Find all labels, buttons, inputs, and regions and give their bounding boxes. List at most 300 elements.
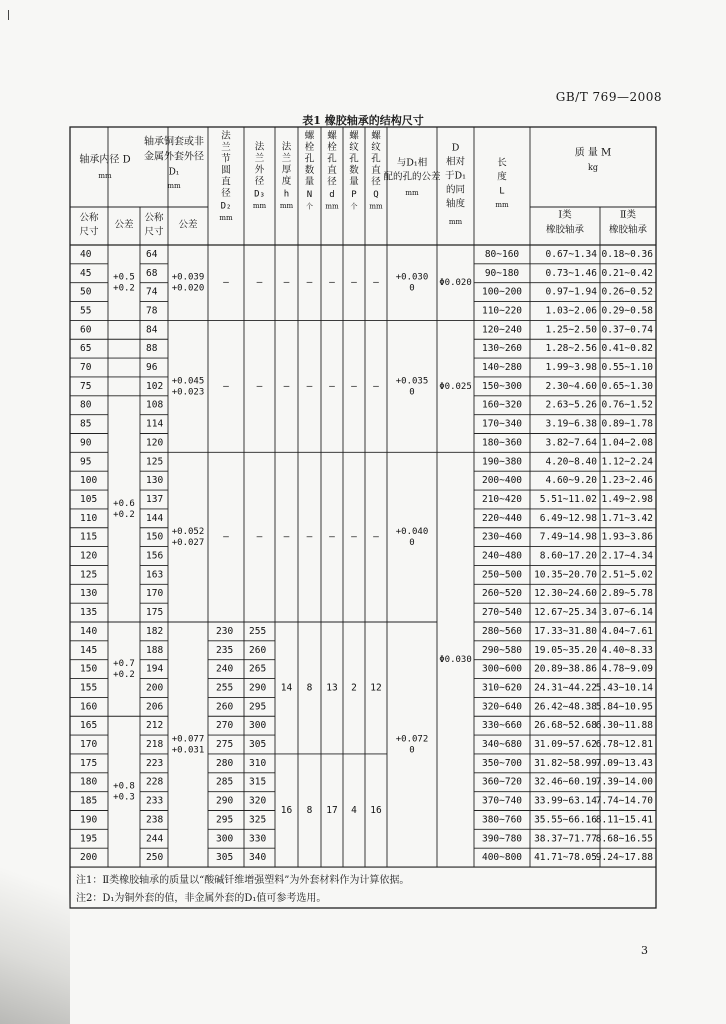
cell-thread-dia: 16 bbox=[370, 805, 382, 816]
cell-flange-od: 265 bbox=[249, 663, 267, 675]
cell-length: 260~520 bbox=[481, 588, 523, 600]
header-thread_qty-unit: 个 bbox=[350, 202, 358, 211]
cell-mass-type1: 24.31~44.22 bbox=[534, 682, 597, 694]
cell-mass-type2: 0.21~0.42 bbox=[601, 267, 653, 279]
cell-length: 370~740 bbox=[481, 795, 523, 807]
header-flange_thk: 法 bbox=[281, 141, 292, 153]
header-thread_dia: 螺 bbox=[371, 130, 381, 142]
header-bolt_dia: 孔 bbox=[327, 153, 337, 165]
header-thread_qty: 螺 bbox=[349, 130, 359, 142]
cell-bore: 115 bbox=[80, 531, 98, 543]
cell-flange-pitch: 305 bbox=[216, 852, 234, 864]
cell-mass-type2: 6.78~12.81 bbox=[595, 739, 653, 751]
cell-not-applicable: — bbox=[223, 531, 229, 543]
cell-mass-type2: 0.41~0.82 bbox=[601, 343, 653, 355]
cell-thread-qty: 4 bbox=[351, 805, 357, 816]
cell-mass-type2: 0.89~1.78 bbox=[601, 418, 653, 430]
cell-bore: 45 bbox=[80, 267, 92, 279]
cell-not-applicable: — bbox=[351, 380, 357, 392]
cell-mass-type1: 38.37~71.77 bbox=[534, 833, 597, 845]
cell-shell-od: 84 bbox=[146, 324, 158, 336]
cell-mass-type2: 1.04~2.08 bbox=[601, 437, 653, 449]
cell-shell-od: 238 bbox=[146, 814, 164, 826]
cell-length: 150~300 bbox=[481, 380, 523, 392]
cell-bore: 105 bbox=[80, 493, 98, 505]
cell-coaxiality: Φ0.020 bbox=[439, 278, 472, 289]
cell-shell-od: 156 bbox=[146, 550, 164, 562]
cell-length: 280~560 bbox=[481, 625, 523, 637]
cell-bore: 125 bbox=[80, 569, 98, 581]
cell-mass-type2: 0.76~1.52 bbox=[601, 399, 653, 411]
cell-bore: 60 bbox=[80, 324, 92, 336]
header-flange_thk: 度 bbox=[281, 176, 292, 187]
cell-bolt-qty: 8 bbox=[306, 682, 313, 694]
cell-mass-type1: 5.51~11.02 bbox=[539, 493, 597, 505]
header-coax: 于D₁ bbox=[445, 170, 466, 182]
header-mass: 质 量 M bbox=[574, 147, 612, 159]
cell-fit-tolerance: 0 bbox=[409, 387, 415, 398]
cell-flange-pitch: 235 bbox=[216, 644, 234, 656]
cell-shell-od: 102 bbox=[146, 380, 164, 392]
cell-flange-od: 320 bbox=[249, 795, 267, 807]
cell-mass-type1: 17.33~31.80 bbox=[534, 625, 597, 637]
cell-mass-type2: 2.51~5.02 bbox=[601, 569, 653, 581]
cell-shell-od: 88 bbox=[146, 343, 158, 355]
header-bore: 轴承内径 D bbox=[79, 154, 131, 166]
cell-length: 110~220 bbox=[481, 305, 523, 317]
cell-bolt-dia: 17 bbox=[326, 805, 338, 816]
header-flange_pitch: 直 bbox=[221, 176, 231, 188]
cell-flange-pitch: 270 bbox=[216, 720, 234, 732]
cell-flange-pitch: 280 bbox=[216, 757, 234, 769]
header-bolt_qty-symbol: N bbox=[306, 190, 313, 200]
header-thread_dia-unit: mm bbox=[369, 202, 383, 211]
cell-bore: 95 bbox=[80, 456, 92, 468]
header-type2: 橡胶轴承 bbox=[608, 224, 648, 236]
table-caption: 表1 橡胶轴承的结构尺寸 bbox=[302, 114, 424, 127]
header-flange_pitch: 节 bbox=[221, 153, 231, 165]
header-bolt_qty: 栓 bbox=[304, 142, 315, 153]
cell-not-applicable: — bbox=[373, 277, 379, 289]
cell-shell-od: 194 bbox=[146, 663, 164, 675]
cell-mass-type2: 1.23~2.46 bbox=[601, 475, 653, 487]
cell-shell-od: 68 bbox=[146, 267, 158, 279]
cell-mass-type1: 1.25~2.50 bbox=[545, 324, 597, 336]
header-length-symbol: L bbox=[499, 186, 505, 197]
cell-not-applicable: — bbox=[329, 531, 335, 543]
cell-mass-type2: 0.65~1.30 bbox=[601, 380, 653, 392]
cell-shell-od: 96 bbox=[146, 362, 158, 374]
cell-bore: 155 bbox=[80, 682, 98, 694]
cell-mass-type1: 26.42~48.38 bbox=[534, 701, 597, 713]
cell-not-applicable: — bbox=[306, 277, 313, 289]
cell-shell-od: 64 bbox=[146, 248, 158, 260]
cell-length: 380~760 bbox=[481, 814, 523, 826]
cell-shell-od: 130 bbox=[146, 475, 164, 487]
cell-shell-tolerance: +0.031 bbox=[171, 745, 205, 756]
cell-shell-od: 114 bbox=[146, 418, 164, 430]
header-bolt_dia-unit: mm bbox=[325, 202, 339, 211]
cell-mass-type1: 12.67~25.34 bbox=[534, 607, 597, 619]
cell-bore-tolerance: +0.8 bbox=[113, 781, 135, 792]
cell-flange-thickness: 16 bbox=[280, 805, 293, 816]
cell-flange-pitch: 295 bbox=[216, 814, 234, 826]
cell-bore-tolerance: +0.2 bbox=[113, 509, 135, 520]
cell-fit-tolerance: 0 bbox=[409, 538, 415, 549]
cell-flange-pitch: 290 bbox=[216, 795, 234, 807]
cell-mass-type2: 0.29~0.58 bbox=[601, 305, 653, 317]
cell-thread-qty: 2 bbox=[351, 682, 357, 694]
cell-shell-tolerance: +0.020 bbox=[171, 283, 205, 294]
cell-shell-od: 150 bbox=[146, 531, 164, 543]
cell-flange-od: 315 bbox=[249, 776, 267, 788]
cell-shell-tolerance: +0.045 bbox=[171, 376, 205, 387]
cell-shell-od: 223 bbox=[146, 757, 164, 769]
cell-mass-type2: 4.78~9.09 bbox=[601, 663, 653, 675]
header-tolerance: 公差 bbox=[114, 219, 134, 231]
header-thread_qty: 数 bbox=[349, 165, 359, 176]
cell-shell-od: 163 bbox=[146, 569, 164, 581]
cell-mass-type1: 31.82~58.99 bbox=[534, 757, 597, 769]
cell-flange-pitch: 230 bbox=[216, 625, 234, 637]
header-shell-unit: mm bbox=[167, 182, 181, 190]
cell-shell-od: 78 bbox=[146, 305, 158, 317]
cell-mass-type1: 0.67~1.34 bbox=[545, 248, 597, 260]
cell-length: 250~500 bbox=[481, 569, 523, 581]
cell-bore: 170 bbox=[80, 739, 98, 751]
cell-shell-od: 175 bbox=[146, 607, 164, 619]
cell-bore-tolerance: +0.3 bbox=[113, 792, 135, 803]
cell-not-applicable: — bbox=[283, 277, 290, 289]
header-thread_qty-symbol: P bbox=[351, 190, 357, 200]
cell-mass-type2: 7.39~14.00 bbox=[595, 776, 653, 788]
header-coax: 的同 bbox=[445, 184, 466, 196]
header-flange_pitch: 法 bbox=[221, 130, 231, 142]
header-flange_thk: 厚 bbox=[281, 164, 292, 176]
cell-shell-od: 108 bbox=[146, 399, 164, 411]
header-thread_dia: 径 bbox=[371, 176, 381, 188]
header-shell: 轴承铜套或非 bbox=[144, 136, 204, 148]
cell-flange-od: 295 bbox=[249, 701, 267, 713]
cell-coaxiality: Φ0.025 bbox=[439, 381, 472, 392]
cell-not-applicable: — bbox=[223, 277, 229, 289]
cell-flange-od: 305 bbox=[249, 739, 267, 751]
cell-coaxiality: Φ0.030 bbox=[439, 655, 472, 666]
cell-not-applicable: — bbox=[223, 380, 229, 392]
header-shell: 金属外套外径 bbox=[144, 151, 204, 163]
cell-shell-od: 206 bbox=[146, 701, 164, 713]
cell-length: 160~320 bbox=[481, 399, 523, 411]
cell-bore: 40 bbox=[80, 248, 92, 260]
header-thread_qty: 纹 bbox=[349, 142, 359, 153]
header-flange_thk-symbol: h bbox=[283, 189, 290, 200]
cell-mass-type1: 19.05~35.20 bbox=[534, 644, 597, 656]
header-flange_pitch-symbol: D₂ bbox=[220, 201, 232, 212]
header-thread_dia: 孔 bbox=[371, 153, 381, 165]
cell-mass-type1: 20.89~38.86 bbox=[534, 663, 597, 675]
cell-length: 290~580 bbox=[481, 644, 523, 656]
cell-mass-type1: 12.30~24.60 bbox=[534, 588, 597, 600]
cell-flange-od: 310 bbox=[249, 757, 267, 769]
header-bolt_dia: 栓 bbox=[327, 142, 337, 153]
header-bolt_dia: 直 bbox=[327, 165, 337, 176]
header-fit: 与D₁相 bbox=[396, 157, 428, 169]
cell-bore: 120 bbox=[80, 550, 98, 562]
cell-not-applicable: — bbox=[351, 531, 357, 543]
cell-bore: 140 bbox=[80, 625, 98, 637]
cell-shell-od: 233 bbox=[146, 795, 164, 807]
cell-mass-type2: 1.49~2.98 bbox=[601, 493, 653, 505]
header-length: 度 bbox=[497, 171, 507, 183]
cell-shell-tolerance: +0.077 bbox=[171, 734, 205, 745]
cell-bolt-qty: 8 bbox=[306, 805, 313, 816]
cell-mass-type1: 2.30~4.60 bbox=[545, 380, 597, 392]
cell-flange-pitch: 255 bbox=[216, 682, 234, 694]
cell-not-applicable: — bbox=[256, 380, 263, 392]
cell-fit-tolerance: +0.030 bbox=[395, 272, 429, 283]
cell-mass-type2: 1.71~3.42 bbox=[601, 512, 653, 524]
header-flange_pitch: 径 bbox=[221, 188, 231, 199]
header-flange_thk: 兰 bbox=[281, 153, 292, 164]
cell-mass-type1: 31.09~57.62 bbox=[534, 739, 597, 751]
cell-length: 310~620 bbox=[481, 682, 523, 694]
header-thread_qty: 量 bbox=[349, 176, 359, 188]
cell-shell-od: 188 bbox=[146, 644, 164, 656]
cell-flange-od: 330 bbox=[249, 833, 267, 845]
cell-length: 140~280 bbox=[481, 362, 523, 374]
cell-not-applicable: — bbox=[329, 380, 335, 392]
header-flange_pitch-unit: mm bbox=[219, 214, 233, 222]
cell-mass-type1: 0.73~1.46 bbox=[545, 267, 597, 279]
cell-shell-od: 120 bbox=[146, 437, 164, 449]
header-type2: Ⅱ类 bbox=[620, 209, 636, 221]
cell-length: 180~360 bbox=[481, 437, 523, 449]
cell-shell-od: 200 bbox=[146, 682, 164, 694]
header-length: 长 bbox=[497, 157, 507, 169]
cell-flange-pitch: 260 bbox=[216, 701, 234, 713]
header-flange_od: 法 bbox=[254, 141, 265, 153]
cell-bore: 90 bbox=[80, 437, 92, 449]
note-2: 注2：D₁为铜外套的值，非金属外套的D₁值可参考选用。 bbox=[76, 893, 327, 904]
header-coax: 相对 bbox=[445, 156, 466, 168]
header-thread_dia: 直 bbox=[371, 165, 381, 176]
cell-bore: 80 bbox=[80, 399, 92, 411]
cell-not-applicable: — bbox=[283, 380, 290, 392]
cell-fit-tolerance: +0.072 bbox=[395, 734, 429, 745]
cell-length: 200~400 bbox=[481, 475, 523, 487]
cell-mass-type1: 8.60~17.20 bbox=[539, 550, 597, 562]
cell-shell-od: 228 bbox=[146, 776, 164, 788]
header-bolt_qty: 数 bbox=[304, 165, 315, 176]
header-bolt_dia-symbol: d bbox=[329, 190, 335, 200]
cell-bore: 70 bbox=[80, 362, 92, 374]
header-flange_thk-unit: mm bbox=[279, 202, 294, 210]
cell-mass-type1: 1.99~3.98 bbox=[545, 362, 597, 374]
cell-bore-tolerance: +0.5 bbox=[113, 272, 135, 283]
cell-flange-od: 290 bbox=[249, 682, 267, 694]
cell-flange-pitch: 275 bbox=[216, 739, 234, 751]
scan-shadow bbox=[0, 864, 70, 1024]
cell-bore: 175 bbox=[80, 757, 98, 769]
header-bolt_dia: 径 bbox=[327, 176, 337, 188]
cell-length: 190~380 bbox=[481, 456, 523, 468]
header-tolerance: 公差 bbox=[178, 219, 198, 231]
cell-bore: 160 bbox=[80, 701, 98, 713]
cell-not-applicable: — bbox=[373, 380, 379, 392]
cell-not-applicable: — bbox=[373, 531, 379, 543]
cell-mass-type2: 0.18~0.36 bbox=[601, 248, 653, 260]
header-bore-unit: mm bbox=[98, 172, 112, 180]
cell-mass-type2: 4.40~8.33 bbox=[601, 644, 653, 656]
header-coax: 轴度 bbox=[445, 198, 466, 210]
cell-bore: 110 bbox=[80, 512, 98, 524]
cell-fit-tolerance: 0 bbox=[409, 745, 415, 756]
header-length-unit: mm bbox=[495, 201, 509, 209]
header-nominal: 尺寸 bbox=[79, 226, 99, 238]
header-coax: D bbox=[451, 142, 460, 154]
cell-not-applicable: — bbox=[283, 531, 290, 543]
cell-not-applicable: — bbox=[306, 380, 313, 392]
cell-bore: 165 bbox=[80, 720, 98, 732]
cell-bore-tolerance: +0.2 bbox=[113, 283, 135, 294]
cell-length: 330~660 bbox=[481, 720, 523, 732]
header-nominal: 尺寸 bbox=[144, 226, 164, 238]
cell-bore-tolerance: +0.6 bbox=[113, 498, 135, 509]
cell-shell-tolerance: +0.052 bbox=[171, 527, 205, 538]
cell-length: 210~420 bbox=[481, 493, 523, 505]
cell-length: 340~680 bbox=[481, 739, 523, 751]
cell-bore-tolerance: +0.7 bbox=[113, 659, 135, 670]
cell-length: 80~160 bbox=[484, 248, 520, 260]
header-flange_od-symbol: D₃ bbox=[254, 189, 265, 200]
cell-shell-od: 182 bbox=[146, 625, 164, 637]
cell-shell-tolerance: +0.027 bbox=[171, 538, 205, 549]
cell-fit-tolerance: 0 bbox=[409, 283, 415, 294]
header-flange_pitch: 圆 bbox=[221, 165, 231, 176]
cell-fit-tolerance: +0.035 bbox=[395, 376, 429, 387]
standard-code: GB/T 769—2008 bbox=[555, 90, 662, 104]
header-bolt_qty: 量 bbox=[304, 176, 315, 188]
cell-bore: 145 bbox=[80, 644, 98, 656]
cell-bore: 180 bbox=[80, 776, 98, 788]
cell-length: 300~600 bbox=[481, 663, 523, 675]
cell-flange-pitch: 240 bbox=[216, 663, 234, 675]
cell-shell-tolerance: +0.023 bbox=[171, 387, 205, 398]
cell-shell-od: 137 bbox=[146, 493, 164, 505]
cell-flange-od: 300 bbox=[249, 720, 267, 732]
cell-bore: 135 bbox=[80, 607, 98, 619]
cell-bore: 55 bbox=[80, 305, 92, 317]
cell-bore: 130 bbox=[80, 588, 98, 600]
header-bolt_qty: 螺 bbox=[304, 130, 315, 142]
cell-length: 360~720 bbox=[481, 776, 523, 788]
header-flange_od-unit: mm bbox=[252, 202, 267, 210]
cell-not-applicable: — bbox=[256, 277, 263, 289]
cell-bore: 150 bbox=[80, 663, 98, 675]
cell-flange-pitch: 285 bbox=[216, 776, 234, 788]
cell-mass-type2: 0.26~0.52 bbox=[601, 286, 653, 298]
cell-mass-type2: 1.93~3.86 bbox=[601, 531, 653, 543]
cell-mass-type1: 4.60~9.20 bbox=[545, 475, 597, 487]
cell-bore: 190 bbox=[80, 814, 98, 826]
cell-not-applicable: — bbox=[306, 531, 313, 543]
cell-bore: 85 bbox=[80, 418, 92, 430]
cell-bolt-dia: 13 bbox=[326, 682, 338, 694]
header-flange_pitch: 兰 bbox=[221, 142, 231, 153]
cell-bore: 50 bbox=[80, 286, 92, 298]
page-number: 3 bbox=[641, 944, 648, 957]
cell-mass-type2: 0.37~0.74 bbox=[601, 324, 653, 336]
cell-mass-type1: 10.35~20.70 bbox=[534, 569, 597, 581]
cell-mass-type1: 35.55~66.16 bbox=[534, 814, 597, 826]
cell-flange-od: 340 bbox=[249, 852, 267, 864]
header-coax-unit: mm bbox=[448, 218, 463, 226]
cell-bore: 195 bbox=[80, 833, 98, 845]
cell-length: 390~780 bbox=[481, 833, 523, 845]
cell-mass-type1: 2.63~5.26 bbox=[545, 399, 597, 411]
cell-bore: 100 bbox=[80, 475, 98, 487]
cell-mass-type2: 0.55~1.10 bbox=[601, 362, 653, 374]
cell-shell-od: 244 bbox=[146, 833, 164, 845]
cell-flange-pitch: 300 bbox=[216, 833, 234, 845]
cell-mass-type1: 33.99~63.14 bbox=[534, 795, 597, 807]
cell-mass-type1: 4.20~8.40 bbox=[545, 456, 597, 468]
cell-shell-od: 125 bbox=[146, 456, 164, 468]
cell-bore: 75 bbox=[80, 380, 92, 392]
cell-mass-type2: 5.84~10.95 bbox=[595, 701, 653, 713]
cell-mass-type1: 26.68~52.68 bbox=[534, 720, 597, 732]
cell-length: 220~440 bbox=[481, 512, 523, 524]
cell-length: 130~260 bbox=[481, 343, 523, 355]
cell-shell-od: 144 bbox=[146, 512, 164, 524]
cell-mass-type1: 1.03~2.06 bbox=[545, 305, 597, 317]
cell-length: 350~700 bbox=[481, 757, 523, 769]
cell-mass-type2: 1.12~2.24 bbox=[601, 456, 653, 468]
header-flange_od: 外 bbox=[254, 164, 265, 176]
cell-mass-type2: 7.09~13.43 bbox=[595, 757, 653, 769]
header-shell-symbol: D₁ bbox=[168, 167, 180, 178]
cell-mass-type1: 32.46~60.19 bbox=[534, 776, 597, 788]
cell-mass-type2: 3.07~6.14 bbox=[601, 607, 653, 619]
header-bolt_dia: 螺 bbox=[327, 130, 337, 142]
header-mass-unit: kg bbox=[588, 163, 598, 172]
header-type1: 橡胶轴承 bbox=[545, 224, 585, 236]
header-bolt_qty: 孔 bbox=[304, 153, 315, 165]
cell-length: 230~460 bbox=[481, 531, 523, 543]
cell-mass-type2: 2.89~5.78 bbox=[601, 588, 653, 600]
cell-bore: 65 bbox=[80, 343, 92, 355]
cell-bore: 185 bbox=[80, 795, 98, 807]
cell-flange-od: 260 bbox=[249, 644, 267, 656]
cell-flange-thickness: 14 bbox=[280, 682, 293, 694]
cell-not-applicable: — bbox=[256, 531, 263, 543]
header-fit-unit: mm bbox=[405, 189, 419, 197]
header-thread_dia: 纹 bbox=[371, 142, 381, 153]
header-nominal: 公称 bbox=[79, 212, 99, 224]
header-thread_dia-symbol: Q bbox=[373, 190, 379, 200]
cell-shell-od: 250 bbox=[146, 852, 164, 864]
cell-shell-od: 74 bbox=[146, 286, 158, 298]
cell-fit-tolerance: +0.040 bbox=[395, 527, 429, 538]
cell-length: 120~240 bbox=[481, 324, 523, 336]
cell-length: 170~340 bbox=[481, 418, 523, 430]
cell-mass-type1: 3.82~7.64 bbox=[545, 437, 597, 449]
cell-bore: 200 bbox=[80, 852, 98, 864]
cell-mass-type2: 8.68~16.55 bbox=[595, 833, 653, 845]
note-1: 注1：Ⅱ类橡胶轴承的质量以“酸碱钎维增强塑料”为外套材料作为计算依据。 bbox=[76, 875, 410, 886]
cell-mass-type1: 6.49~12.98 bbox=[539, 512, 597, 524]
cell-length: 400~800 bbox=[481, 852, 523, 864]
